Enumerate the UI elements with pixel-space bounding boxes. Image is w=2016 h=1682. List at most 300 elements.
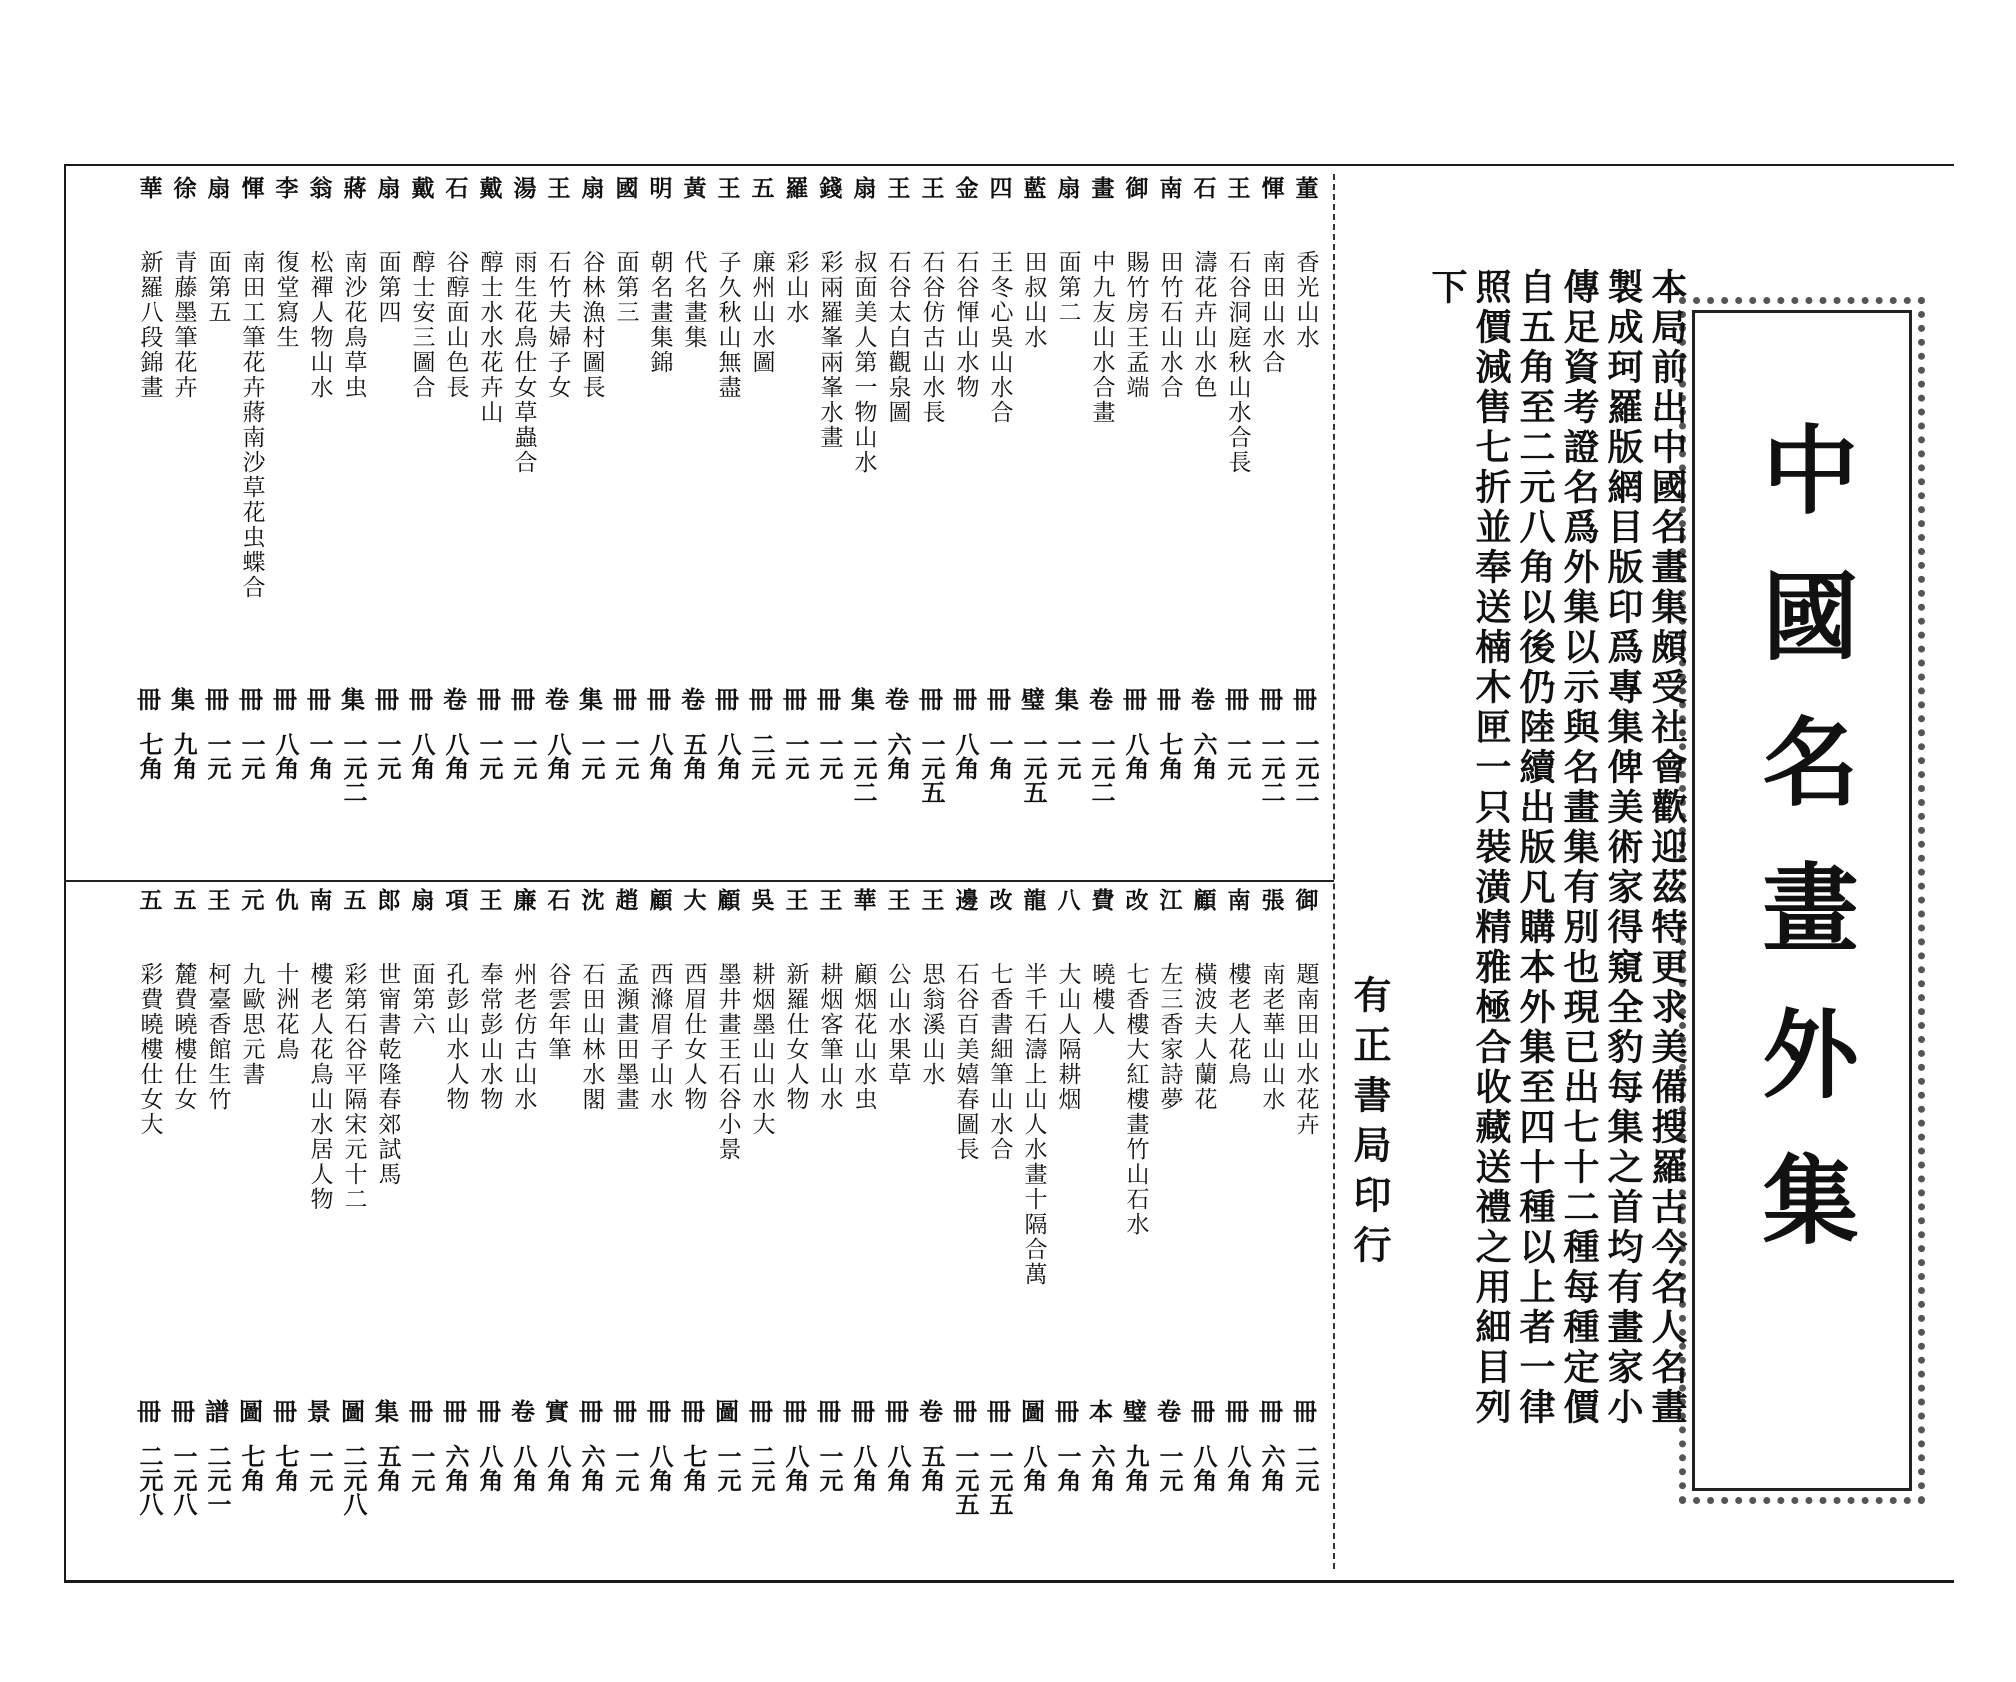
entry-title: 石田山林水閣	[578, 962, 605, 1112]
catalog-entry	[336, 888, 370, 1560]
entry-price: 八角	[1189, 1444, 1218, 1492]
entry-unit: 冊	[681, 1397, 705, 1426]
entry-price: 八角	[441, 732, 470, 780]
catalog-entry	[370, 176, 404, 848]
entry-unit: 冊	[783, 685, 807, 714]
notice-text	[1350, 268, 1686, 1468]
entry-author: 御	[1291, 888, 1319, 911]
entry-title: 雨生花鳥仕女草蟲合	[510, 250, 537, 475]
entry-title: 石谷惲山水物	[952, 250, 979, 400]
entry-title: 中九友山水合畫	[1088, 250, 1115, 425]
catalog-entry	[778, 888, 812, 1560]
entry-title: 西眉仕女人物	[680, 962, 707, 1112]
entry-price: 五角	[679, 732, 708, 780]
catalog-entry	[540, 888, 574, 1560]
notice-line: 製成珂羅版網目版印爲專集俾美術家得窺全豹每集之首均有畫家小	[1602, 268, 1644, 1428]
entry-unit: 冊	[953, 685, 977, 714]
entry-title: 思翁溪山水	[918, 962, 945, 1087]
entry-unit: 璧	[1021, 685, 1045, 714]
entry-unit: 冊	[987, 685, 1011, 714]
catalog-entry	[846, 888, 880, 1560]
catalog-entry	[948, 888, 982, 1560]
entry-author: 蔣	[339, 176, 367, 199]
entry-author: 王	[475, 888, 503, 911]
entry-unit: 冊	[613, 1397, 637, 1426]
entry-author: 扇	[373, 176, 401, 199]
entry-title: 青藤墨筆花卉	[170, 250, 197, 400]
entry-title: 彩第石谷平隔宋元十二	[340, 962, 367, 1212]
entry-author: 李	[271, 176, 299, 199]
entry-author: 惲	[237, 176, 265, 199]
entry-price: 一元	[237, 732, 266, 780]
catalog-entry	[982, 176, 1016, 848]
entry-author: 五	[339, 888, 367, 911]
entry-unit: 集	[341, 685, 365, 714]
entry-unit: 卷	[1191, 685, 1215, 714]
entry-price: 八角	[849, 1444, 878, 1492]
entry-unit: 冊	[613, 685, 637, 714]
catalog-entry	[1152, 176, 1186, 848]
entry-title: 面第四	[374, 250, 401, 325]
entry-title: 曉樓人	[1088, 962, 1115, 1037]
entry-price: 六角	[577, 1444, 606, 1492]
entry-author: 戴	[475, 176, 503, 199]
entry-title: 石谷仿古山水長	[918, 250, 945, 425]
entry-unit: 卷	[885, 685, 909, 714]
entry-price: 一元	[407, 1444, 436, 1492]
catalog-entry	[302, 888, 336, 1560]
entry-title: 半千石濤上山人水畫十隔合萬	[1020, 962, 1047, 1287]
entry-price: 一元五	[951, 1444, 980, 1516]
entry-unit: 冊	[1225, 685, 1249, 714]
entry-price: 一元二	[849, 732, 878, 804]
entry-price: 二元一	[203, 1444, 232, 1516]
entry-author: 華	[849, 888, 877, 911]
bottom-title-list	[72, 888, 1322, 1560]
catalog-entry	[370, 888, 404, 1560]
catalog-entry	[1118, 176, 1152, 848]
entry-author: 五	[169, 888, 197, 911]
entry-price: 七角	[1155, 732, 1184, 780]
entry-title: 南沙花鳥草虫	[340, 250, 367, 400]
entry-price: 一元	[1155, 1444, 1184, 1492]
entry-author: 黃	[679, 176, 707, 199]
entry-unit: 冊	[579, 1397, 603, 1426]
entry-unit: 集	[171, 685, 195, 714]
catalog-entry	[676, 888, 710, 1560]
entry-unit: 冊	[1191, 1397, 1215, 1426]
entry-author: 藍	[1019, 176, 1047, 199]
entry-title: 石谷洞庭秋山水合長	[1224, 250, 1251, 475]
entry-price: 六角	[883, 732, 912, 780]
entry-price: 七角	[679, 1444, 708, 1492]
entry-unit: 卷	[919, 1397, 943, 1426]
entry-price: 一角	[985, 732, 1014, 780]
entry-unit: 冊	[647, 685, 671, 714]
entry-title: 石谷百美嬉春圖長	[952, 962, 979, 1162]
entry-price: 八角	[645, 1444, 674, 1492]
entry-unit: 冊	[783, 1397, 807, 1426]
entry-unit: 集	[375, 1397, 399, 1426]
entry-author: 顧	[713, 888, 741, 911]
entry-price: 八角	[543, 732, 572, 780]
catalog-entry	[982, 888, 1016, 1560]
entry-price: 九角	[169, 732, 198, 780]
catalog-entry	[166, 888, 200, 1560]
entry-title: 南田工筆花卉蔣南沙草花虫蝶合	[238, 250, 265, 600]
entry-title: 公山水果草	[884, 962, 911, 1087]
entry-title: 賜竹房王孟端	[1122, 250, 1149, 400]
entry-author: 金	[951, 176, 979, 199]
entry-unit: 冊	[443, 1397, 467, 1426]
entry-author: 改	[985, 888, 1013, 911]
entry-title: 谷林漁村圖長	[578, 250, 605, 400]
entry-author: 王	[883, 176, 911, 199]
catalog-entry	[472, 888, 506, 1560]
entry-title: 西滌眉子山水	[646, 962, 673, 1112]
entry-unit: 冊	[749, 1397, 773, 1426]
entry-author: 南	[1223, 888, 1251, 911]
entry-price: 一元	[713, 1444, 742, 1492]
entry-title: 彩山水	[782, 250, 809, 325]
entry-price: 一元	[611, 732, 640, 780]
entry-unit: 集	[1055, 685, 1079, 714]
entry-title: 孔彭山水人物	[442, 962, 469, 1112]
catalog-entry	[778, 176, 812, 848]
entry-unit: 冊	[647, 1397, 671, 1426]
entry-title: 醇士水水花卉山	[476, 250, 503, 425]
entry-title: 彩費曉樓仕女大	[136, 962, 163, 1137]
entry-title: 松禪人物山水	[306, 250, 333, 400]
entry-title: 九歐思元書	[238, 962, 265, 1087]
catalog-entry	[812, 888, 846, 1560]
catalog-entry	[200, 888, 234, 1560]
entry-author: 廉	[509, 888, 537, 911]
catalog-entry	[506, 888, 540, 1560]
entry-title: 田竹石山水合	[1156, 250, 1183, 400]
entry-title: 奉常彭山水物	[476, 962, 503, 1112]
catalog-entry	[1254, 176, 1288, 848]
entry-unit: 卷	[443, 685, 467, 714]
entry-unit: 璧	[1123, 1397, 1147, 1426]
entry-title: 香光山水	[1292, 250, 1319, 350]
entry-author: 四	[985, 176, 1013, 199]
entry-title: 叔面美人第一物山水	[850, 250, 877, 475]
entry-author: 惲	[1257, 176, 1285, 199]
entry-price: 一元	[203, 732, 232, 780]
entry-price: 五角	[917, 1444, 946, 1492]
entry-author: 扇	[203, 176, 231, 199]
catalog-entry	[574, 888, 608, 1560]
advertisement-title: 中國名畫外集	[1747, 420, 1860, 1296]
entry-unit: 冊	[477, 685, 501, 714]
notice-line: 照價減售七折並奉送楠木匣一只裝潢精雅極合收藏送禮之用細目列	[1470, 268, 1512, 1428]
entry-author: 項	[441, 888, 469, 911]
entry-title: 新羅八段錦畫	[136, 250, 163, 400]
entry-unit: 冊	[511, 685, 535, 714]
entry-unit: 卷	[545, 685, 569, 714]
catalog-entry	[880, 888, 914, 1560]
entry-author: 改	[1121, 888, 1149, 911]
entry-author: 明	[645, 176, 673, 199]
entry-author: 張	[1257, 888, 1285, 911]
entry-title: 子久秋山無盡	[714, 250, 741, 400]
entry-unit: 冊	[477, 1397, 501, 1426]
entry-title: 墨井畫王石谷小景	[714, 962, 741, 1162]
publisher-name: 有正書局印行	[1347, 975, 1392, 1275]
entry-unit: 冊	[273, 1397, 297, 1426]
entry-price: 一元二	[339, 732, 368, 804]
entry-unit: 冊	[1055, 1397, 1079, 1426]
catalog-entry	[744, 176, 778, 848]
entry-author: 王	[543, 176, 571, 199]
entry-author: 王	[917, 176, 945, 199]
entry-price: 六角	[1189, 732, 1218, 780]
catalog-entry	[1288, 888, 1322, 1560]
entry-author: 仇	[271, 888, 299, 911]
entry-title: 朝名畫集錦	[646, 250, 673, 375]
catalog-entry	[914, 176, 948, 848]
catalog-entry	[1050, 176, 1084, 848]
catalog-entry	[132, 888, 166, 1560]
entry-unit: 冊	[1123, 685, 1147, 714]
top-title-list	[72, 176, 1322, 848]
catalog-entry	[234, 176, 268, 848]
catalog-entry	[1118, 888, 1152, 1560]
entry-price: 八角	[475, 1444, 504, 1492]
entry-title: 石谷太白觀泉圖	[884, 250, 911, 425]
entry-author: 王	[203, 888, 231, 911]
entry-title: 耕烟客筆山水	[816, 962, 843, 1112]
entry-price: 一元五	[917, 732, 946, 804]
catalog-entry	[268, 176, 302, 848]
entry-price: 二元	[747, 732, 776, 780]
catalog-entry	[744, 888, 778, 1560]
catalog-entry	[846, 176, 880, 848]
entry-unit: 冊	[987, 1397, 1011, 1426]
catalog-entry	[608, 176, 642, 848]
entry-price: 八角	[713, 732, 742, 780]
entry-title: 十洲花鳥	[272, 962, 299, 1062]
catalog-entry	[404, 176, 438, 848]
notice-line: 自五角至二元八角以後仍陸續出版凡購本外集至四十種以上者一律	[1514, 268, 1556, 1428]
entry-unit: 冊	[1225, 1397, 1249, 1426]
entry-unit: 冊	[171, 1397, 195, 1426]
entry-title: 面第五	[204, 250, 231, 325]
catalog-entry	[642, 888, 676, 1560]
entry-unit: 冊	[715, 685, 739, 714]
catalog-entry	[710, 888, 744, 1560]
entry-unit: 冊	[1259, 1397, 1283, 1426]
catalog-entry	[268, 888, 302, 1560]
entry-price: 八角	[781, 1444, 810, 1492]
entry-author: 南	[1155, 176, 1183, 199]
entry-price: 八角	[951, 732, 980, 780]
entry-price: 二元八	[339, 1444, 368, 1516]
entry-title: 世甯書乾隆春郊試馬	[374, 962, 401, 1187]
entry-price: 一元二	[1257, 732, 1286, 804]
entry-author: 大	[679, 888, 707, 911]
entry-author: 顧	[1189, 888, 1217, 911]
catalog-entry	[1152, 888, 1186, 1560]
entry-price: 二元八	[135, 1444, 164, 1516]
entry-price: 一元	[815, 1444, 844, 1492]
entry-title: 左三香家詩夢	[1156, 962, 1183, 1112]
entry-unit: 卷	[1157, 1397, 1181, 1426]
entry-unit: 冊	[205, 685, 229, 714]
catalog-entry	[1084, 176, 1118, 848]
entry-author: 華	[135, 176, 163, 199]
entry-price: 八角	[509, 1444, 538, 1492]
entry-title: 南老華山山水	[1258, 962, 1285, 1112]
entry-author: 江	[1155, 888, 1183, 911]
entry-price: 八角	[1121, 732, 1150, 780]
entry-unit: 譜	[205, 1397, 229, 1426]
entry-unit: 集	[851, 685, 875, 714]
entry-title: 大山人隔耕烟	[1054, 962, 1081, 1112]
entry-price: 一元	[305, 1444, 334, 1492]
catalog-entry	[1186, 888, 1220, 1560]
entry-author: 王	[815, 888, 843, 911]
entry-price: 一元	[815, 732, 844, 780]
entry-title: 橫波夫人蘭花	[1190, 962, 1217, 1112]
entry-unit: 圖	[1021, 1397, 1045, 1426]
entry-author: 石	[441, 176, 469, 199]
entry-price: 五角	[373, 1444, 402, 1492]
entry-author: 畫	[1087, 176, 1115, 199]
entry-unit: 冊	[1293, 685, 1317, 714]
entry-author: 吳	[747, 888, 775, 911]
entry-price: 一元五	[985, 1444, 1014, 1516]
entry-title: 面第二	[1054, 250, 1081, 325]
entry-author: 邊	[951, 888, 979, 911]
catalog-entry	[1016, 176, 1050, 848]
entry-author: 扇	[1053, 176, 1081, 199]
entry-price: 一元二	[1087, 732, 1116, 804]
entry-title: 廉州山水圖	[748, 250, 775, 375]
entry-title: 顧烟花山水虫	[850, 962, 877, 1112]
entry-author: 王	[1223, 176, 1251, 199]
catalog-entry	[948, 176, 982, 848]
entry-author: 郎	[373, 888, 401, 911]
entry-author: 王	[781, 888, 809, 911]
catalog-entry	[1254, 888, 1288, 1560]
entry-unit: 景	[307, 1397, 331, 1426]
entry-author: 石	[1189, 176, 1217, 199]
entry-price: 八角	[1019, 1444, 1048, 1492]
entry-title: 石竹夫婦子女	[544, 250, 571, 400]
entry-author: 王	[917, 888, 945, 911]
entry-unit: 冊	[749, 685, 773, 714]
entry-author: 王	[883, 888, 911, 911]
entry-title: 南田山水合	[1258, 250, 1285, 375]
entry-price: 一元	[781, 732, 810, 780]
entry-title: 面第三	[612, 250, 639, 325]
catalog-entry	[710, 176, 744, 848]
entry-author: 扇	[407, 888, 435, 911]
entry-unit: 實	[545, 1397, 569, 1426]
section-divider	[1333, 174, 1335, 1569]
entry-author: 錢	[815, 176, 843, 199]
entry-title: 新羅仕女人物	[782, 962, 809, 1112]
entry-price: 六角	[1087, 1444, 1116, 1492]
catalog-entry	[404, 888, 438, 1560]
entry-author: 費	[1087, 888, 1115, 911]
entry-price: 八角	[543, 1444, 572, 1492]
catalog-entry	[234, 888, 268, 1560]
entry-author: 董	[1291, 176, 1319, 199]
entry-price: 一元五	[1019, 732, 1048, 804]
entry-author: 龍	[1019, 888, 1047, 911]
catalog-entry	[642, 176, 676, 848]
entry-author: 御	[1121, 176, 1149, 199]
catalog-entry	[1220, 888, 1254, 1560]
entry-unit: 卷	[1089, 685, 1113, 714]
entry-unit: 冊	[817, 1397, 841, 1426]
entry-unit: 卷	[681, 685, 705, 714]
entry-title: 麓費曉樓仕女	[170, 962, 197, 1112]
entry-unit: 圖	[715, 1397, 739, 1426]
entry-unit: 卷	[511, 1397, 535, 1426]
entry-author: 元	[237, 888, 265, 911]
catalog-entry	[574, 176, 608, 848]
entry-title: 彩兩羅峯兩峯水畫	[816, 250, 843, 450]
catalog-entry	[812, 176, 846, 848]
catalog-entry	[438, 888, 472, 1560]
entry-author: 石	[543, 888, 571, 911]
entry-author: 南	[305, 888, 333, 911]
entry-price: 一元	[475, 732, 504, 780]
entry-author: 趙	[611, 888, 639, 911]
entry-author: 扇	[577, 176, 605, 199]
entry-title: 面第六	[408, 962, 435, 1037]
entry-author: 戴	[407, 176, 435, 199]
entry-unit: 冊	[239, 685, 263, 714]
entry-price: 八角	[407, 732, 436, 780]
catalog-entry	[676, 176, 710, 848]
entry-unit: 冊	[137, 1397, 161, 1426]
entry-title: 濤花卉山水色	[1190, 250, 1217, 400]
notice-line: 傳足資考證名爲外集以示與名畫集有別也現已出七十二種每種定價	[1558, 268, 1600, 1428]
catalog-entry	[200, 176, 234, 848]
entry-author: 王	[713, 176, 741, 199]
entry-unit: 冊	[375, 685, 399, 714]
entry-title: 醇士安三圖合	[408, 250, 435, 400]
entry-author: 沈	[577, 888, 605, 911]
entry-unit: 冊	[851, 1397, 875, 1426]
entry-author: 徐	[169, 176, 197, 199]
entry-unit: 冊	[817, 685, 841, 714]
catalog-entry	[132, 176, 166, 848]
entry-unit: 冊	[137, 685, 161, 714]
entry-unit: 冊	[885, 1397, 909, 1426]
entry-author: 湯	[509, 176, 537, 199]
catalog-entry	[1084, 888, 1118, 1560]
entry-title: 孟瀕畫田墨畫	[612, 962, 639, 1112]
entry-unit: 冊	[273, 685, 297, 714]
entry-unit: 冊	[1259, 685, 1283, 714]
entry-price: 一元	[373, 732, 402, 780]
entry-price: 七角	[237, 1444, 266, 1492]
entry-unit: 本	[1089, 1397, 1113, 1426]
entry-title: 復堂寫生	[272, 250, 299, 350]
entry-unit: 冊	[409, 685, 433, 714]
entry-unit: 集	[579, 685, 603, 714]
catalog-entry	[540, 176, 574, 848]
catalog-entry	[914, 888, 948, 1560]
entry-unit: 冊	[1157, 685, 1181, 714]
catalog-entry	[302, 176, 336, 848]
